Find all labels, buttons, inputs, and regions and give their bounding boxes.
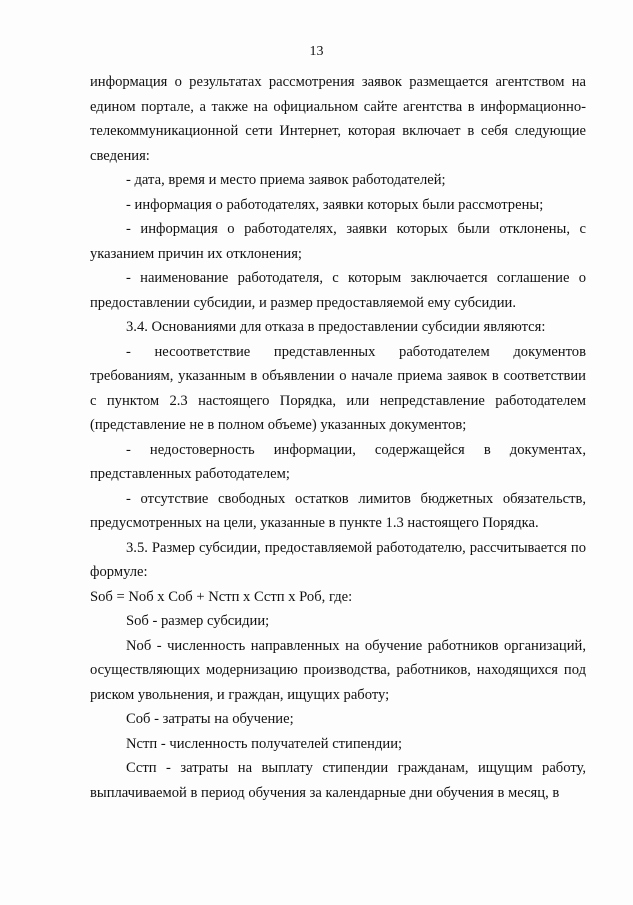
list-item-date-time-place: - дата, время и место приема заявок работодателей; — [126, 172, 446, 188]
subsidy-formula: Sоб = Nоб x Cоб + Nстп x Сстп x Роб, где: — [90, 588, 353, 605]
document-body — [90, 70, 586, 805]
clause-3-5-heading: 3.5. Размер субсидии, предоставляемой работодателю, рассчитывается по формуле: — [90, 539, 586, 580]
list-item-no-free-limits: - отсутствие свободных остатков лимитов бюджетных обязательств, предусмотренных на цели, указанные в пункте 1.3 настоящего Порядка. — [90, 490, 586, 531]
definition-n-ob: Nоб - численность направленных на обучение работников организаций, осуществляющих модернизацию производства, работников, находящихся под риском увольнения, и граждан, ищущих работу; — [90, 637, 586, 703]
definition-s-ob: Sоб - размер субсидии; — [126, 613, 270, 629]
list-item-rejected-employers: - информация о работодателях, заявки которых были отклонены, с указанием причин их отклонения; — [90, 221, 586, 262]
definition-n-stp: Nстп - численность получателей стипендии; — [126, 735, 403, 752]
clause-3-4-heading: 3.4. Основаниями для отказа в предоставлении субсидии являются: — [126, 319, 546, 335]
definition-s-stp: Сстп - затраты на выплату стипендии гражданам, ищущим работу, выплачиваемой в период обучения за календарные дни обучения в месяц, в — [90, 760, 586, 801]
page-number: 13 — [309, 44, 324, 59]
list-item-unreliable-info: - недостоверность информации, содержащейся в документах, представленных работодателем; — [90, 441, 586, 482]
list-item-agreement-employer: - наименование работодателя, с которым заключается соглашение о предоставлении субсидии, и размер предоставляемой ему субсидии. — [90, 270, 586, 311]
list-item-nonconformity: - несоответствие представленных работодателем документов требованиям, указанным в объявлении о начале приема заявок в соответствии с пунктом 2.3 настоящего Порядка, или непредставление работодателем (представление не в полном объеме) указанных документов; — [90, 343, 586, 433]
paragraph-results-info: информация о результатах рассмотрения заявок размещается агентством на едином портале, а также на официальном сайте агентства в информационно-телекоммуникационной сети Интернет, которая включает в себя следующие сведения: — [90, 74, 586, 164]
list-item-reviewed-employers: - информация о работодателях, заявки которых были рассмотрены; — [126, 196, 544, 213]
definition-c-ob: Cоб - затраты на обучение; — [126, 711, 294, 727]
